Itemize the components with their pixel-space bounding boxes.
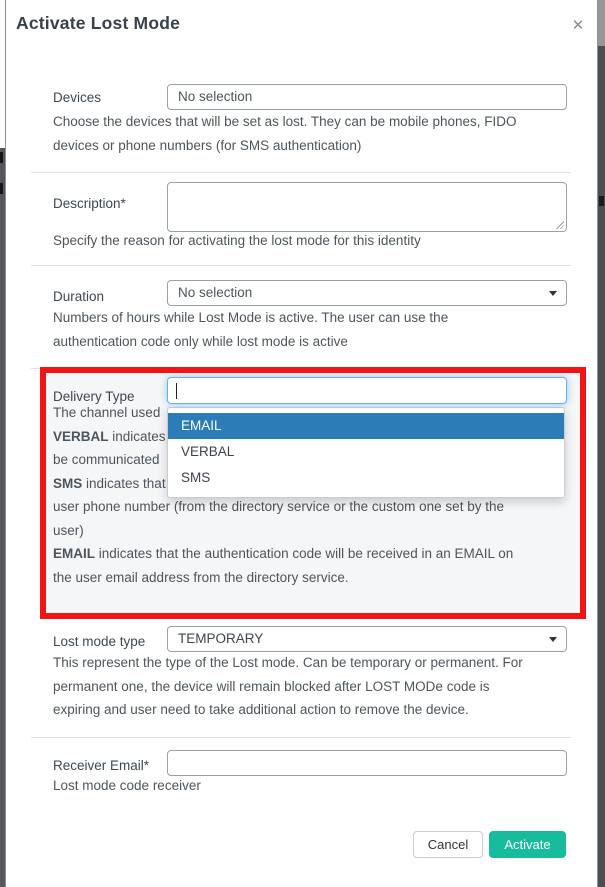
devices-value: No selection bbox=[178, 89, 253, 104]
dropdown-option-verbal[interactable]: VERBAL bbox=[181, 444, 235, 459]
activate-lost-mode-dialog bbox=[5, 0, 598, 887]
section-divider bbox=[31, 265, 571, 266]
delivery-type-help-text: The channel used VERBAL indicates be communicated SMS indicates that user phone number (from the directory service or the custom one set by the user) EMAIL indicates that the authentication code will be received in an EMAIL on the user email address from the directory service. bbox=[53, 405, 514, 585]
devices-help-text: Choose the devices that will be set as lost. They can be mobile phones, FIDO devices or phone numbers (for SMS authentication) bbox=[53, 114, 517, 153]
duration-value: No selection bbox=[178, 285, 253, 300]
duration-label: Duration bbox=[53, 289, 105, 304]
chevron-down-icon bbox=[549, 637, 557, 642]
backdrop-content-mark bbox=[0, 152, 3, 163]
dropdown-option-email[interactable]: EMAIL bbox=[168, 413, 564, 439]
resize-grip-icon[interactable] bbox=[555, 220, 564, 229]
cancel-button[interactable]: Cancel bbox=[413, 831, 483, 858]
backdrop-right-top-strip bbox=[598, 0, 605, 46]
lost-mode-type-select[interactable] bbox=[167, 626, 567, 652]
description-help-text: Specify the reason for activating the lost mode for this identity bbox=[53, 233, 421, 248]
receiver-email-input[interactable] bbox=[167, 750, 567, 776]
devices-input[interactable] bbox=[167, 84, 567, 110]
delivery-type-dropdown bbox=[167, 407, 565, 498]
lost-mode-type-value: TEMPORARY bbox=[178, 631, 264, 646]
close-icon[interactable]: ✕ bbox=[569, 16, 587, 34]
activate-button[interactable]: Activate bbox=[489, 831, 566, 858]
text-cursor bbox=[176, 383, 177, 399]
backdrop-content-mark bbox=[599, 196, 604, 206]
dialog-title: Activate Lost Mode bbox=[16, 13, 181, 33]
dropdown-option-sms[interactable]: SMS bbox=[181, 470, 211, 485]
delivery-type-input[interactable] bbox=[167, 377, 567, 404]
duration-select[interactable] bbox=[167, 280, 567, 306]
receiver-email-help-text: Lost mode code receiver bbox=[53, 778, 201, 793]
devices-label: Devices bbox=[53, 90, 102, 105]
description-label: Description* bbox=[53, 196, 126, 211]
chevron-down-icon bbox=[549, 291, 557, 296]
backdrop-right-strip bbox=[598, 46, 605, 887]
section-divider bbox=[31, 737, 571, 738]
lost-mode-type-label: Lost mode type bbox=[53, 634, 146, 649]
duration-help-text: Numbers of hours while Lost Mode is active. The user can use the authentication code only while lost mode is active bbox=[53, 310, 449, 349]
receiver-email-label: Receiver Email* bbox=[53, 758, 150, 773]
section-divider bbox=[31, 368, 571, 369]
description-textarea[interactable] bbox=[167, 182, 567, 232]
lost-mode-type-help-text: This represent the type of the Lost mode. Can be temporary or permanent. For permanent one, the device will remain blocked after LOST MODe code is expiring and user need to take additional action to remove the device. bbox=[53, 655, 523, 717]
section-divider bbox=[31, 172, 571, 173]
backdrop-content-mark bbox=[0, 183, 3, 194]
delivery-type-label: Delivery Type bbox=[53, 389, 135, 404]
dialog-footer bbox=[413, 831, 566, 858]
